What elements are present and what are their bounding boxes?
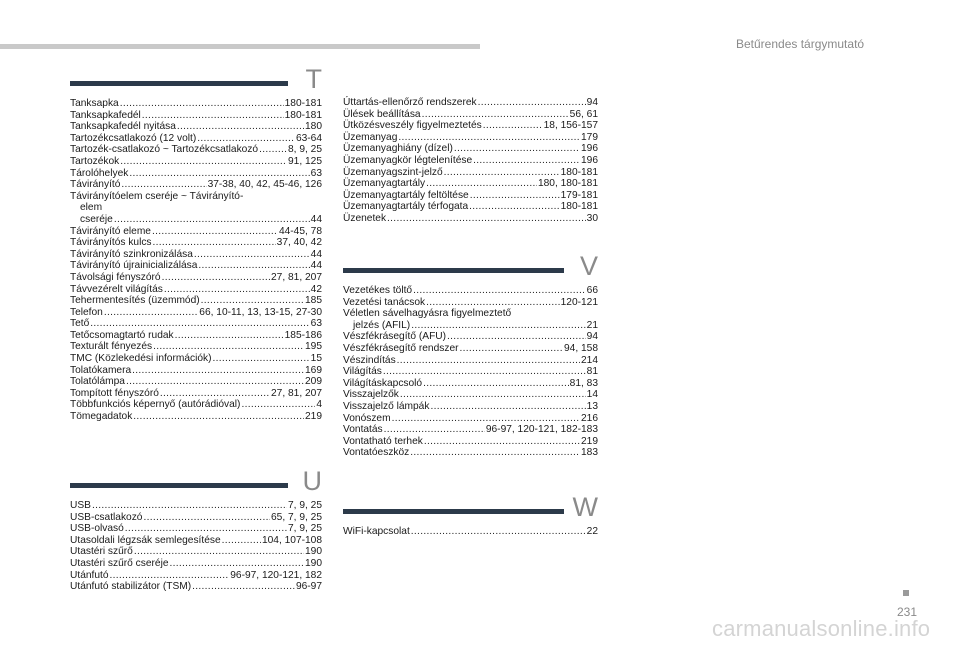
section-v — [343, 253, 598, 459]
index-entry: Ütközésveszély figyelmeztetés ..... 18, 156-157 — [343, 120, 598, 132]
index-entry: Utastéri szűrő ..... 190 — [70, 546, 322, 558]
section-divider — [70, 81, 288, 86]
page-marker — [903, 590, 909, 596]
index-entry: Üzemanyagtartály térfogata ..... 180-181 — [343, 201, 598, 213]
index-entry: Tanksapkafedél ..... 180-181 — [70, 110, 322, 122]
index-entry: Távirányítóelem cseréje ~ Távirányító- — [70, 190, 244, 202]
section-w-header — [343, 494, 598, 520]
index-entry: Ülések beállítása ..... 56, 61 — [343, 109, 598, 121]
index-entry: Tetőcsomagtartó rudak ..... 185-186 — [70, 330, 322, 342]
index-entry: Telefon ..... 66, 10-11, 13, 13-15, 27-30 — [70, 307, 322, 319]
index-list-u-accented — [343, 97, 598, 225]
index-entry: Vészindítás ..... 214 — [343, 355, 598, 367]
index-entry: Visszajelző lámpák ..... 13 — [343, 401, 598, 413]
index-entry: Tartozékok ..... 91, 125 — [70, 156, 322, 168]
header-bar — [0, 44, 480, 49]
section-t — [70, 66, 322, 423]
section-v-header — [343, 253, 598, 279]
index-list-t — [70, 98, 322, 423]
index-entry: Tompított fényszóró ..... 27, 81, 207 — [70, 388, 322, 400]
section-u-accented — [343, 97, 598, 225]
index-list-w — [343, 526, 598, 538]
index-entry: Tető ..... 63 — [70, 318, 322, 330]
index-entry: Üzemanyagszint-jelző ..... 180-181 — [343, 167, 598, 179]
index-entry: Üzemanyagkör légtelenítése ..... 196 — [343, 155, 598, 167]
index-entry: Tolatókamera ..... 169 — [70, 365, 322, 377]
section-divider — [343, 268, 564, 273]
index-entry: Véletlen sávelhagyásra figyelmeztető — [343, 308, 512, 320]
index-entry: Távvezérelt világítás ..... 42 — [70, 284, 322, 296]
index-entry: USB-csatlakozó ..... 65, 7, 9, 25 — [70, 512, 322, 524]
index-entry: Üzemanyagtartály ..... 180, 180-181 — [343, 178, 598, 190]
index-entry: Vontatóeszköz ..... 183 — [343, 447, 598, 459]
page-header-title: Betűrendes tárgymutató — [736, 37, 865, 51]
index-entry-continuation: jelzés (AFIL) ..... 21 — [343, 320, 598, 332]
index-entry: Tartozékcsatlakozó (12 volt) ..... 63-64 — [70, 133, 322, 145]
index-entry: Visszajelzők ..... 14 — [343, 389, 598, 401]
index-entry: Vontatás ..... 96-97, 120-121, 182-183 — [343, 424, 598, 436]
index-entry: Tehermentesítés (üzemmód) ..... 185 — [70, 295, 322, 307]
index-entry: Világításkapcsoló ..... 81, 83 — [343, 378, 598, 390]
index-entry: USB-olvasó ..... 7, 9, 25 — [70, 523, 322, 535]
index-entry: Távirányítós kulcs ..... 37, 40, 42 — [70, 237, 322, 249]
index-entry: Tartozék-csatlakozó ~ Tartozékcsatlakozó ..... 8, 9, 25 — [70, 144, 322, 156]
index-entry: Utánfutó stabilizátor (TSM) ..... 96-97 — [70, 581, 322, 593]
index-entry: Vezetési tanácsok ..... 120-121 — [343, 297, 598, 309]
index-entry: Utasoldali légzsák semlegesítése ..... 104, 107-108 — [70, 535, 322, 547]
index-entry: Üzemanyagtartály feltöltése ..... 179-181 — [343, 190, 598, 202]
index-entry: Távirányító ..... 37-38, 40, 42, 45-46, 126 — [70, 179, 322, 191]
section-t-header — [70, 66, 322, 92]
index-entry: Üzenetek ..... 30 — [343, 213, 598, 225]
index-entry: Utánfutó ..... 96-97, 120-121, 182 — [70, 570, 322, 582]
section-divider — [70, 483, 288, 488]
index-entry: Úttartás-ellenőrző rendszerek ..... 94 — [343, 97, 598, 109]
index-entry: Többfunkciós képernyő (autórádióval) ..... 4 — [70, 399, 322, 411]
index-entry: Távirányító szinkronizálása ..... 44 — [70, 249, 322, 261]
index-list-u — [70, 500, 322, 593]
index-entry: Vonószem ..... 216 — [343, 413, 598, 425]
section-divider — [343, 509, 564, 514]
index-entry: Vészfékrásegítő (AFU) ..... 94 — [343, 331, 598, 343]
index-entry: Tárolóhelyek ..... 63 — [70, 168, 322, 180]
section-w — [343, 494, 598, 538]
section-letter: W — [572, 492, 598, 522]
watermark: carmanualsonline.info — [712, 616, 931, 641]
index-entry: Utastéri szűrő cseréje ..... 190 — [70, 558, 322, 570]
index-entry: Tömegadatok ..... 219 — [70, 411, 322, 423]
index-entry: Tolatólámpa ..... 209 — [70, 376, 322, 388]
index-entry: Tanksapka ..... 180-181 — [70, 98, 322, 110]
index-entry: USB ..... 7, 9, 25 — [70, 500, 322, 512]
index-list-v — [343, 285, 598, 459]
index-entry: Vezetékes töltő ..... 66 — [343, 285, 598, 297]
section-u-header — [70, 468, 322, 494]
index-entry: Üzemanyaghiány (dízel) ..... 196 — [343, 143, 598, 155]
section-u — [70, 468, 322, 593]
index-entry-continuation: elem — [80, 202, 103, 214]
index-entry: Világítás ..... 81 — [343, 366, 598, 378]
index-entry: Távirányító újrainicializálása ..... 44 — [70, 260, 322, 272]
section-letter: T — [305, 64, 322, 94]
index-entry: Vészfékrásegítő rendszer ..... 94, 158 — [343, 343, 598, 355]
index-entry: Vontatható terhek ..... 219 — [343, 436, 598, 448]
index-entry: Távolsági fényszóró ..... 27, 81, 207 — [70, 272, 322, 284]
index-entry: Texturált fényezés ..... 195 — [70, 341, 322, 353]
index-entry-continuation: cseréje ..... 44 — [70, 214, 322, 226]
index-entry: WiFi-kapcsolat ..... 22 — [343, 526, 598, 538]
index-entry: Tanksapkafedél nyitása ..... 180 — [70, 121, 322, 133]
page-number: 231 — [897, 605, 918, 619]
index-entry: Üzemanyag ..... 179 — [343, 132, 598, 144]
index-entry: Távirányító eleme ..... 44-45, 78 — [70, 226, 322, 238]
section-letter: U — [302, 466, 322, 496]
index-entry: TMC (Közlekedési információk) ..... 15 — [70, 353, 322, 365]
section-letter: V — [579, 251, 598, 281]
